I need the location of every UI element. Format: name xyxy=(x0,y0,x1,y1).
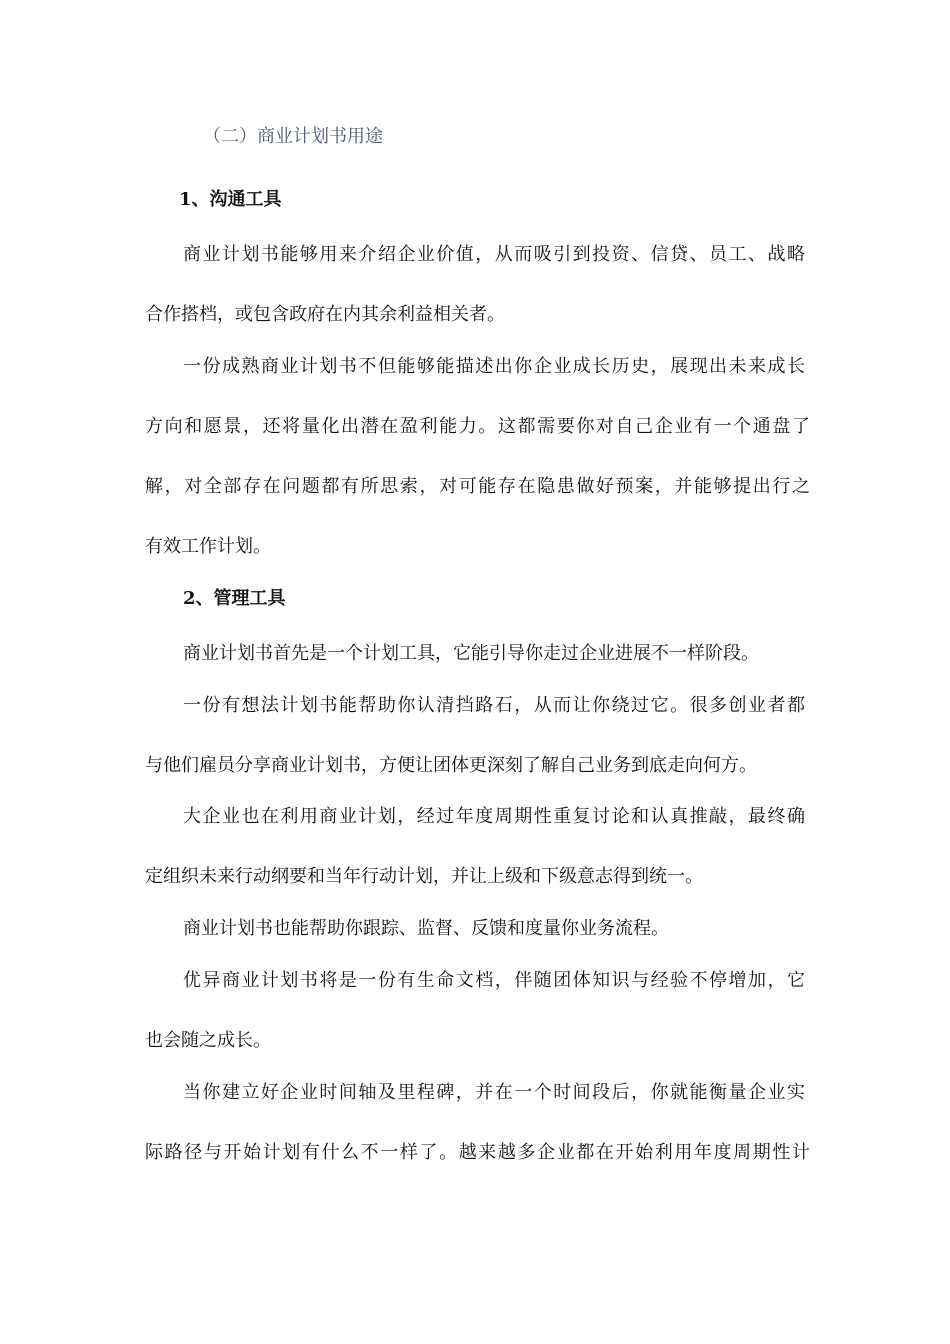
paragraph-line: 方向和愿景，还将量化出潜在盈利能力。这都需要你对自己企业有一个通盘了 xyxy=(145,416,810,437)
paragraph-line: 一份成熟商业计划书不但能够能描述出你企业成长历史，展现出未来成长 xyxy=(183,356,805,377)
paragraph-line: 也会随之成长。 xyxy=(145,1030,271,1051)
paragraph-line: 大企业也在利用商业计划，经过年度周期性重复讨论和认真推敲，最终确 xyxy=(183,806,805,827)
paragraph-line: 商业计划书也能帮助你跟踪、监督、反馈和度量你业务流程。 xyxy=(183,918,669,939)
paragraph-line: 际路径与开始计划有什么不一样了。越来越多企业都在开始利用年度周期性计 xyxy=(145,1142,810,1163)
paragraph-line: 解，对全部存在问题都有所思索，对可能存在隐患做好预案，并能够提出行之 xyxy=(145,476,810,497)
section-title: （二）商业计划书用途 xyxy=(203,126,383,147)
paragraph-line: 当你建立好企业时间轴及里程碑，并在一个时间段后，你就能衡量企业实 xyxy=(183,1082,805,1103)
paragraph-line: 合作搭档，或包含政府在内其余利益相关者。 xyxy=(145,304,505,325)
paragraph-line: 商业计划书首先是一个计划工具，它能引导你走过企业进展不一样阶段。 xyxy=(183,643,759,664)
paragraph-line: 一份有想法计划书能帮助你认清挡路石，从而让你绕过它。很多创业者都 xyxy=(183,695,805,716)
paragraph-line: 定组织未来行动纲要和当年行动计划，并让上级和下级意志得到统一。 xyxy=(145,866,703,887)
subheading-management-tool: 2、管理工具 xyxy=(183,588,286,609)
paragraph-line: 优异商业计划书将是一份有生命文档，伴随团体知识与经验不停增加，它 xyxy=(183,970,805,991)
paragraph-line: 有效工作计划。 xyxy=(145,536,271,557)
paragraph-line: 与他们雇员分享商业计划书，方便让团体更深刻了解自己业务到底走向何方。 xyxy=(145,755,757,776)
paragraph-line: 商业计划书能够用来介绍企业价值，从而吸引到投资、信贷、员工、战略 xyxy=(183,244,805,265)
subheading-communication-tool: 1、沟通工具 xyxy=(179,189,282,210)
